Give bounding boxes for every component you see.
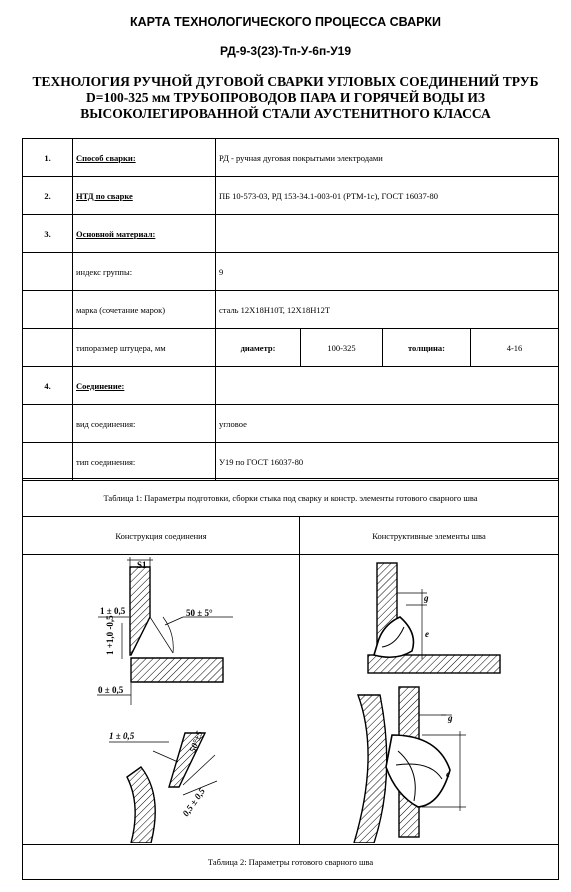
row-label: Способ сварки: xyxy=(73,139,216,177)
row-number xyxy=(23,329,73,367)
row-number xyxy=(23,253,73,291)
e2-label: e xyxy=(446,769,450,779)
row-label: индекс группы: xyxy=(73,253,216,291)
row-label: Основной материал: xyxy=(73,215,216,253)
joint-design-drawing xyxy=(23,555,299,843)
row-number xyxy=(23,443,73,481)
row-label: Соединение: xyxy=(73,367,216,405)
row-ntd xyxy=(23,177,559,215)
row-number: 4. xyxy=(23,367,73,405)
pipe-wall-detail xyxy=(354,695,387,843)
row-joint-type xyxy=(23,443,559,481)
thickness-value: 4-16 xyxy=(471,329,559,367)
row-label: типоразмер штуцера, мм xyxy=(73,329,216,367)
diameter-value: 100-325 xyxy=(301,329,383,367)
row-base-material xyxy=(23,215,559,253)
table1-col-right: Конструктивные элементы шва xyxy=(300,517,559,555)
row-value: 9 xyxy=(216,253,559,291)
table2-caption: Таблица 2: Параметры готового сварного шва xyxy=(23,845,559,880)
fitting-wall xyxy=(130,567,150,655)
row-label: вид соединения: xyxy=(73,405,216,443)
row-group-index xyxy=(23,253,559,291)
vert-label: 1 +1,0 -0,5 xyxy=(105,615,115,655)
weld-elements-drawing xyxy=(300,555,557,843)
row-label: НТД по сварке xyxy=(73,177,216,215)
gap0-label: 0 ± 0,5 xyxy=(98,685,124,695)
row-value xyxy=(216,215,559,253)
base-plate xyxy=(131,658,223,682)
angle1-label: 50 ± 5° xyxy=(186,608,213,618)
row-value: сталь 12Х18Н10Т, 12Х18Н12Т xyxy=(216,291,559,329)
gap1-label: 1 ± 0,5 xyxy=(100,606,126,616)
thickness-label: толщина: xyxy=(383,329,471,367)
row-steel-grade xyxy=(23,291,559,329)
row-number: 1. xyxy=(23,139,73,177)
root-label: 0,5 ± 0,5 xyxy=(180,786,207,819)
pipe-wall-detail xyxy=(127,767,155,843)
angle2-label: 50°±5 xyxy=(187,729,205,754)
subtitle-line-3: ВЫСОКОЛЕГИРОВАННОЙ СТАЛИ АУСТЕНИТНОГО КЛАССА xyxy=(80,106,491,121)
s1-label: S1 xyxy=(137,560,147,570)
diameter-label: диаметр: xyxy=(216,329,301,367)
row-number: 2. xyxy=(23,177,73,215)
row-value: У19 по ГОСТ 16037-80 xyxy=(216,443,559,481)
row-value: ПБ 10-573-03, РД 153-34.1-003-01 (РТМ-1с), ГОСТ 16037-80 xyxy=(216,177,559,215)
row-number: 3. xyxy=(23,215,73,253)
g1-label: g xyxy=(424,593,429,603)
row-value xyxy=(216,367,559,405)
table1-col-left: Конструкция соединения xyxy=(23,517,300,555)
subtitle-line-1: ТЕХНОЛОГИЯ РУЧНОЙ ДУГОВОЙ СВАРКИ УГЛОВЫХ СОЕДИНЕНИЙ ТРУБ xyxy=(32,74,539,89)
e1-label: e xyxy=(425,629,429,639)
parameters-table xyxy=(22,138,559,481)
row-joint xyxy=(23,367,559,405)
row-label: тип соединения: xyxy=(73,443,216,481)
subtitle-line-2: D=100-325 мм ТРУБОПРОВОДОВ ПАРА И ГОРЯЧЕЙ ВОДЫ ИЗ xyxy=(86,90,485,105)
row-joint-kind xyxy=(23,405,559,443)
card-title: КАРТА ТЕХНОЛОГИЧЕСКОГО ПРОЦЕССА СВАРКИ xyxy=(129,15,442,29)
table1-caption: Таблица 1: Параметры подготовки, сборки стыка под сварку и констр. элементы готового сварного шва xyxy=(23,479,559,517)
weld-bead-detail xyxy=(386,735,450,807)
card-code: РД-9-3(23)-Тп-У-6п-У19 xyxy=(219,44,352,58)
row-welding-method xyxy=(23,139,559,177)
row-value: угловое xyxy=(216,405,559,443)
row-label: марка (сочетание марок) xyxy=(73,291,216,329)
row-number xyxy=(23,405,73,443)
row-fitting-size xyxy=(23,329,559,367)
row-value: РД - ручная дуговая покрытыми электродами xyxy=(216,139,559,177)
gap1b-label: 1 ± 0,5 xyxy=(109,731,135,741)
row-number xyxy=(23,291,73,329)
g2-label: g xyxy=(448,713,453,723)
